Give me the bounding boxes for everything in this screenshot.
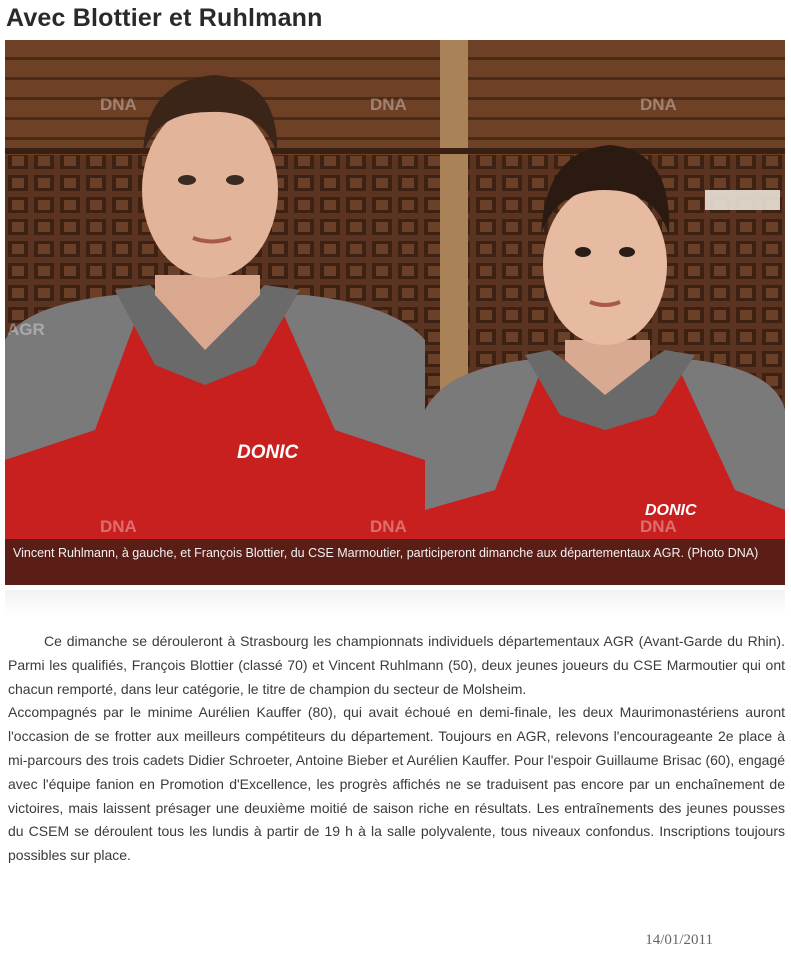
wall-board	[705, 190, 780, 210]
watermark-5: DNA	[370, 517, 407, 536]
watermark-1: DNA	[100, 95, 137, 114]
publication-date: 14/01/2011	[645, 932, 713, 948]
article-body	[8, 630, 785, 868]
watermark-2: DNA	[370, 95, 407, 114]
headline: Avec Blottier et Ruhlmann	[6, 4, 323, 32]
watermark-6: DNA	[640, 517, 677, 536]
paragraph-1: Ce dimanche se dérouleront à Strasbourg les championnats individuels départementaux AGR (Avant-Garde du Rhin). Parmi les qualifiés, François Blottier (classé 70) et Vincent Ruhlmann (50), deux jeunes joueurs du CSE Marmoutier qui ont chacun remporté, dans leur catégorie, le titre de champion du secteur de Molsheim.	[8, 633, 785, 697]
shirt-logo-left: DONIC	[237, 442, 299, 463]
wall-sign: AGR	[7, 320, 45, 339]
watermark-4: DNA	[100, 517, 137, 536]
watermark-3: DNA	[640, 95, 677, 114]
paragraph-2: Accompagnés par le minime Aurélien Kauffer (80), qui avait échoué en demi-finale, les deux Maurimonastériens auront l'occasion de se frotter aux meilleurs compétiteurs du département. Toujours en AGR, relevons l'encourageante 2e place à mi-parcours des trois cadets Didier Schroeter, Antoine Bieber et Aurélien Kauffer. Pour l'espoir Guillaume Brisac (60), engagé avec l'équipe fanion en Promotion d'Excellence, les progrès affichés ne se traduisent pas encore par un enchaînement de victoires, mais laissent présager une deuxième moitié de saison riche en résultats. Les entraînements des jeunes pousses du CSEM se déroulent tous les lundis à partir de 19 h à la salle polyvalente, tous niveaux confondus. Inscriptions toujours possibles sur place.	[8, 704, 785, 864]
article-photo	[5, 40, 785, 585]
photo-illustration	[5, 40, 785, 585]
photo-caption: Vincent Ruhlmann, à gauche, et François Blottier, du CSE Marmoutier, participeront dimanche aux départementaux AGR. (Photo DNA)	[5, 539, 785, 585]
shirt-logo-right: DONIC	[645, 502, 697, 519]
photo-shadow	[5, 590, 785, 616]
